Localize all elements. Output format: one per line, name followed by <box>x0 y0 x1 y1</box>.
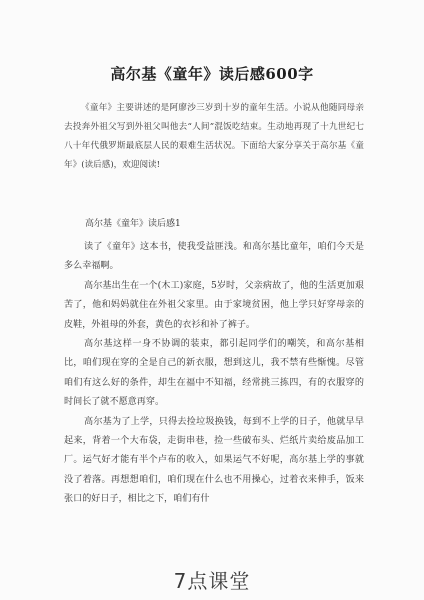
body-paragraph: 高尔基为了上学，只得去捡垃圾换钱，每到不上学的日子，他就早早起来，背着一个大布袋，走街串巷，捡一些破布头、烂纸片卖给废品加工厂。运气好才能有半个卢布的收入，如果运气不好呢，高尔基上学的事就没了着落。再想想咱们，咱们现在什么也不用操心，过着衣来伸手，饭来张口的好日子，相比之下，咱们有什 <box>64 416 364 505</box>
body-paragraph: 读了《童年》这本书，使我受益匪浅。和高尔基比童年，咱们今天是多么幸福啊。 <box>64 242 364 272</box>
intro-paragraph: 《童年》主要讲述的是阿廖沙三岁到十岁的童年生活。小说从他随同母亲去投奔外祖父写到外祖父叫他去“人间”混饭吃结束。生动地再现了十九世纪七八十年代俄罗斯最底层人民的艰难生活状况。下面给大家分享关于高尔基《童年》(读后感)，欢迎阅读! <box>64 103 364 170</box>
body-paragraph: 高尔基出生在一个(木工)家庭，5岁时，父亲病故了，他的生活更加艰苦了，他和妈妈就住在外祖父家里。由于家境贫困，他上学只好穿母亲的皮鞋，外祖母的外套，黄色的衣衫和补了裤子。 <box>64 280 364 330</box>
watermark-caption: 7点课堂 <box>173 569 251 593</box>
body-paragraph: 高尔基这样一身不协调的装束，都引起同学们的嘲笑，和高尔基相比，咱们现在穿的全是自己的新衣服，想到这儿，我不禁有些惭愧。尽管咱们有这么好的条件，却生在福中不知福，经常挑三拣四，有的衣服穿的时间长了就不愿意再穿。 <box>64 339 364 408</box>
section-heading: 高尔基《童年》读后感1 <box>85 219 181 229</box>
body-text <box>64 238 364 510</box>
document-title: 高尔基《童年》读后感600字 <box>110 65 314 83</box>
